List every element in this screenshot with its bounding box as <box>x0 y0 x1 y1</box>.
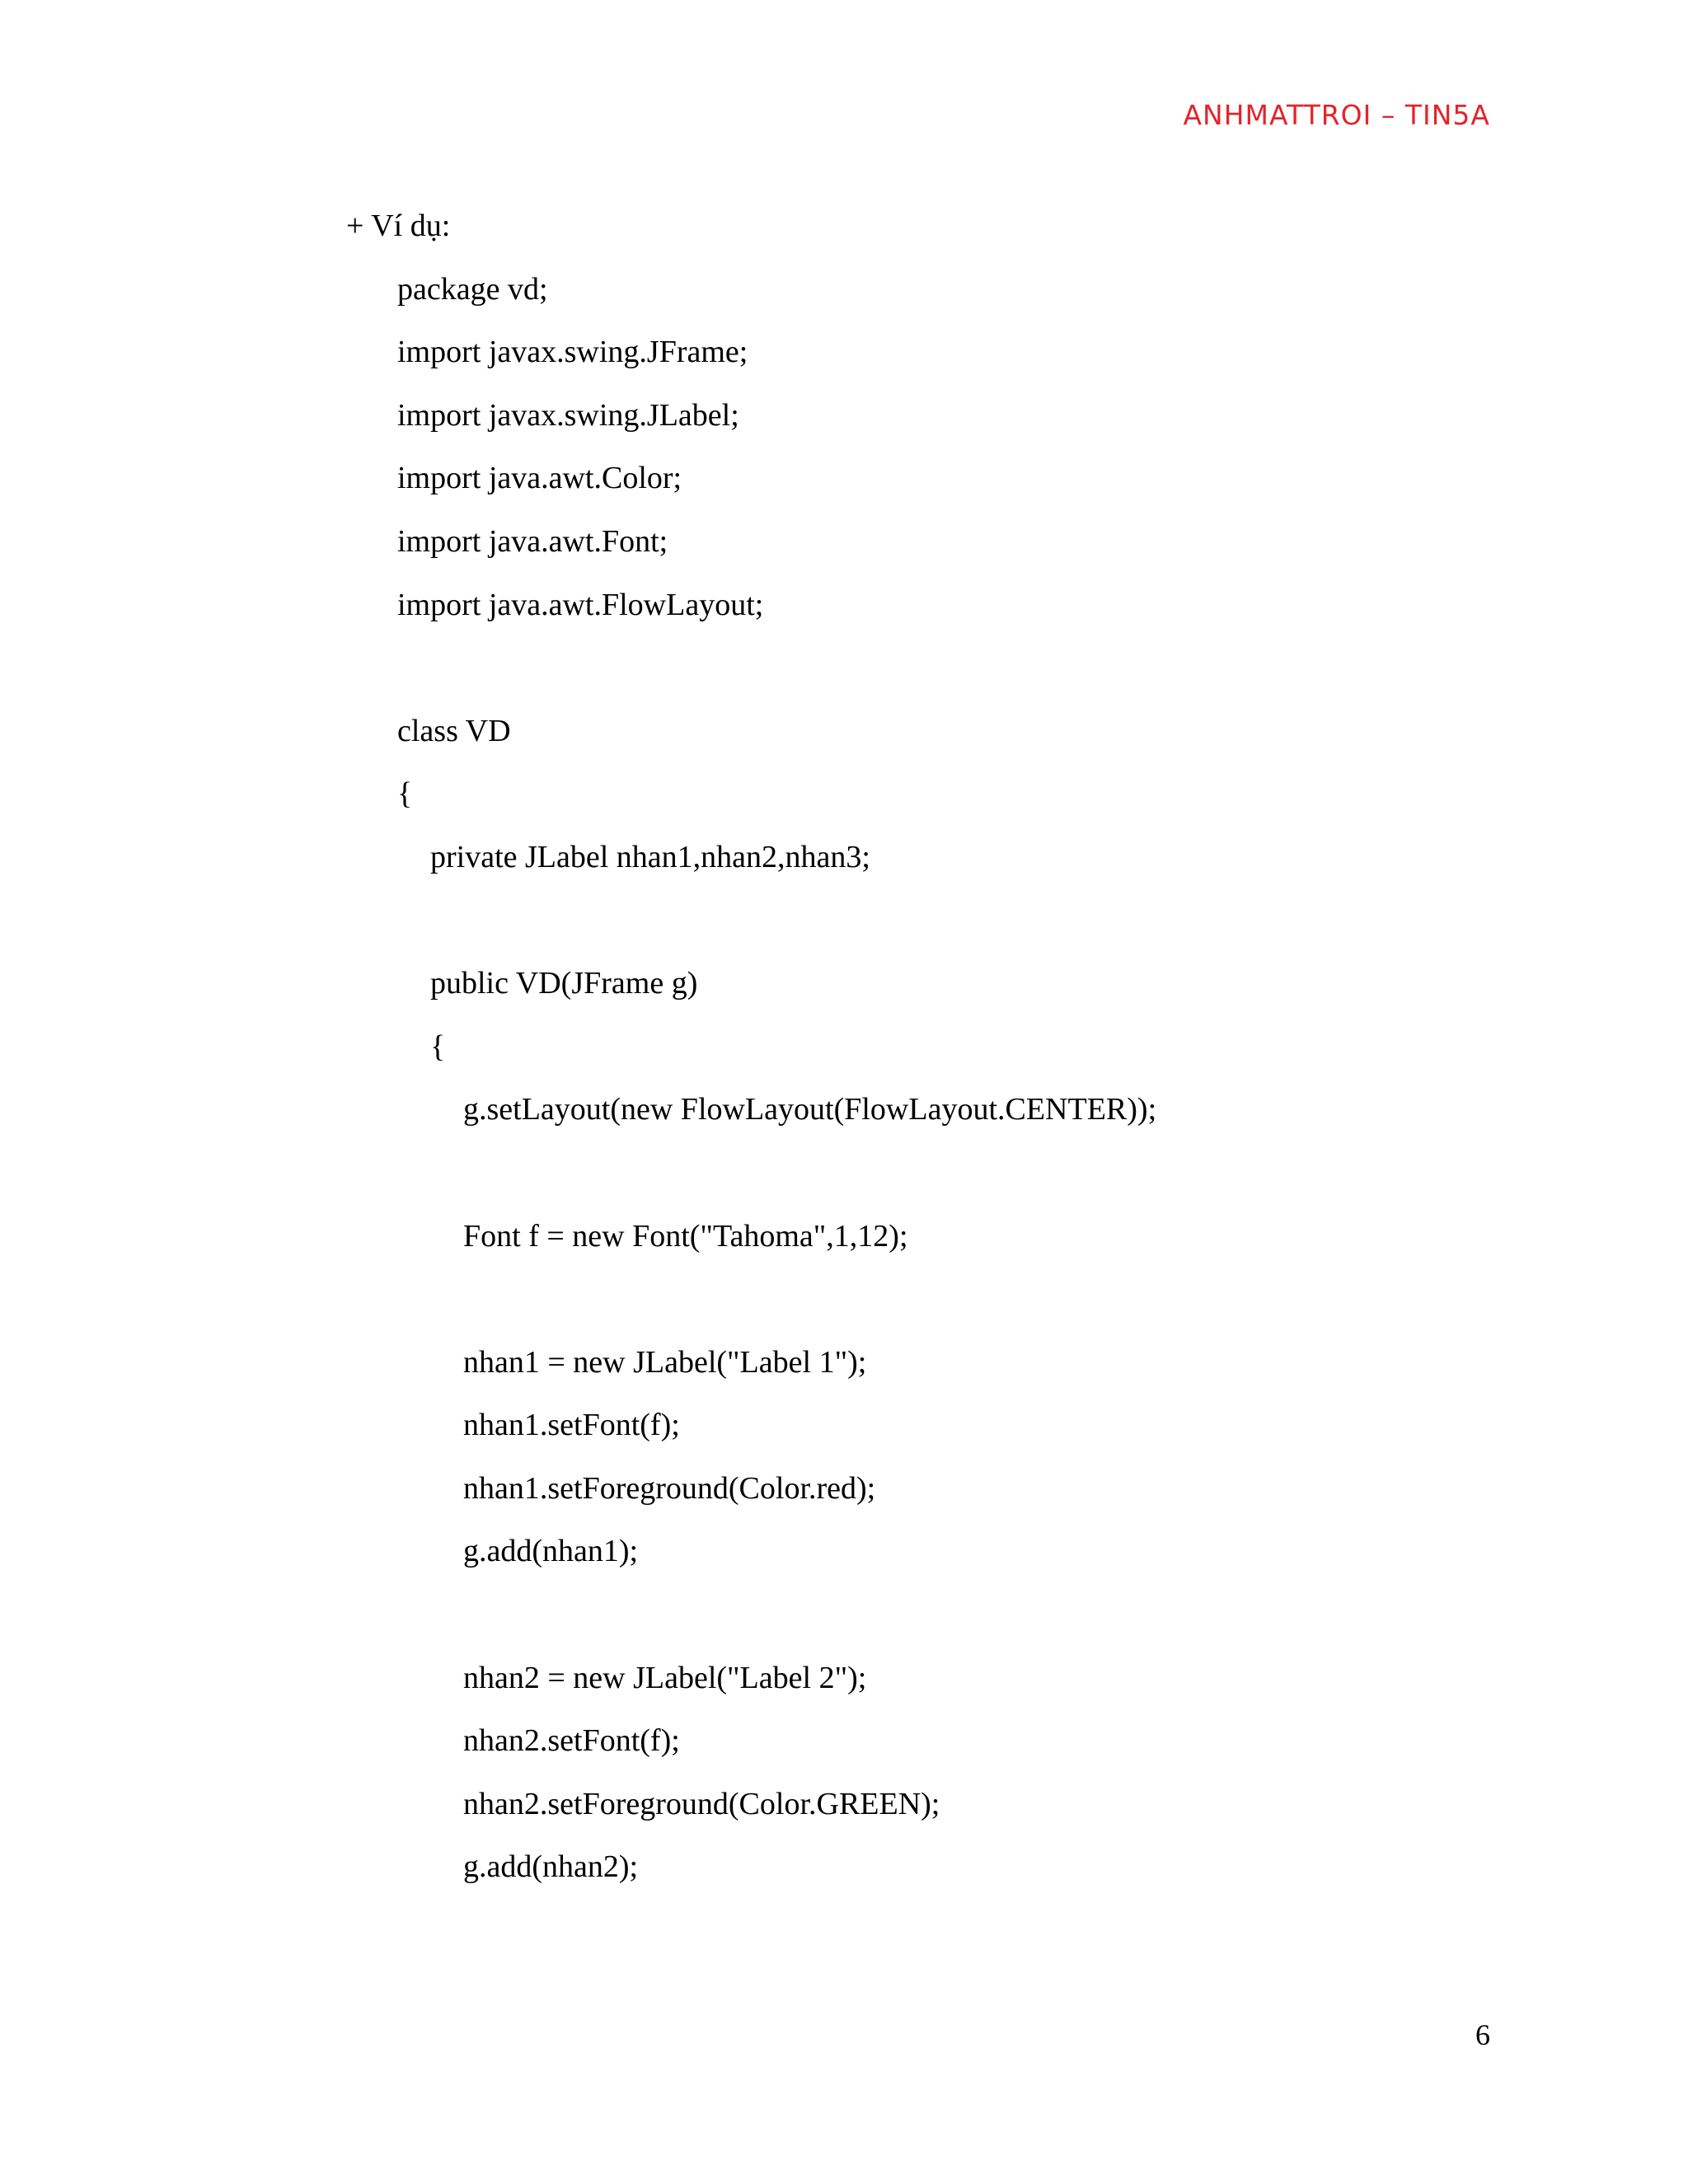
document-body <box>346 194 1500 1899</box>
code-line: { <box>397 776 413 812</box>
code-line: class VD <box>397 713 511 748</box>
code-line: g.add(nhan2); <box>463 1849 639 1885</box>
code-line: nhan1.setFont(f); <box>463 1408 680 1443</box>
code-line: private JLabel nhan1,nhan2,nhan3; <box>430 839 870 874</box>
example-heading: + Ví dụ: <box>346 209 451 243</box>
code-line: import javax.swing.JLabel; <box>397 397 739 433</box>
code-line: nhan2 = new JLabel("Label 2"); <box>463 1660 867 1695</box>
code-line: nhan1.setForeground(Color.red); <box>463 1470 876 1506</box>
code-line: public VD(JFrame g) <box>430 966 698 1001</box>
blank-line <box>346 1141 1500 1205</box>
code-line: import java.awt.Font; <box>397 523 668 559</box>
blank-line <box>346 1268 1500 1331</box>
code-line: g.add(nhan1); <box>463 1534 639 1569</box>
code-line: nhan2.setForeground(Color.GREEN); <box>463 1786 940 1821</box>
code-line: import javax.swing.JFrame; <box>397 335 748 370</box>
code-line: nhan2.setFont(f); <box>463 1723 680 1759</box>
blank-line <box>346 889 1500 953</box>
code-line: { <box>430 1029 446 1064</box>
page-number: 6 <box>1475 2018 1490 2051</box>
page-header: ANHMATTROI – TIN5A <box>1183 99 1490 131</box>
blank-line <box>346 1583 1500 1647</box>
code-line: nhan1 = new JLabel("Label 1"); <box>463 1344 867 1380</box>
code-line: Font f = new Font("Tahoma",1,12); <box>463 1218 908 1254</box>
code-line: import java.awt.Color; <box>397 461 682 496</box>
code-line: g.setLayout(new FlowLayout(FlowLayout.CENTER)); <box>463 1092 1157 1127</box>
blank-line <box>346 636 1500 700</box>
code-line: import java.awt.FlowLayout; <box>397 587 764 622</box>
code-line: package vd; <box>397 271 548 307</box>
